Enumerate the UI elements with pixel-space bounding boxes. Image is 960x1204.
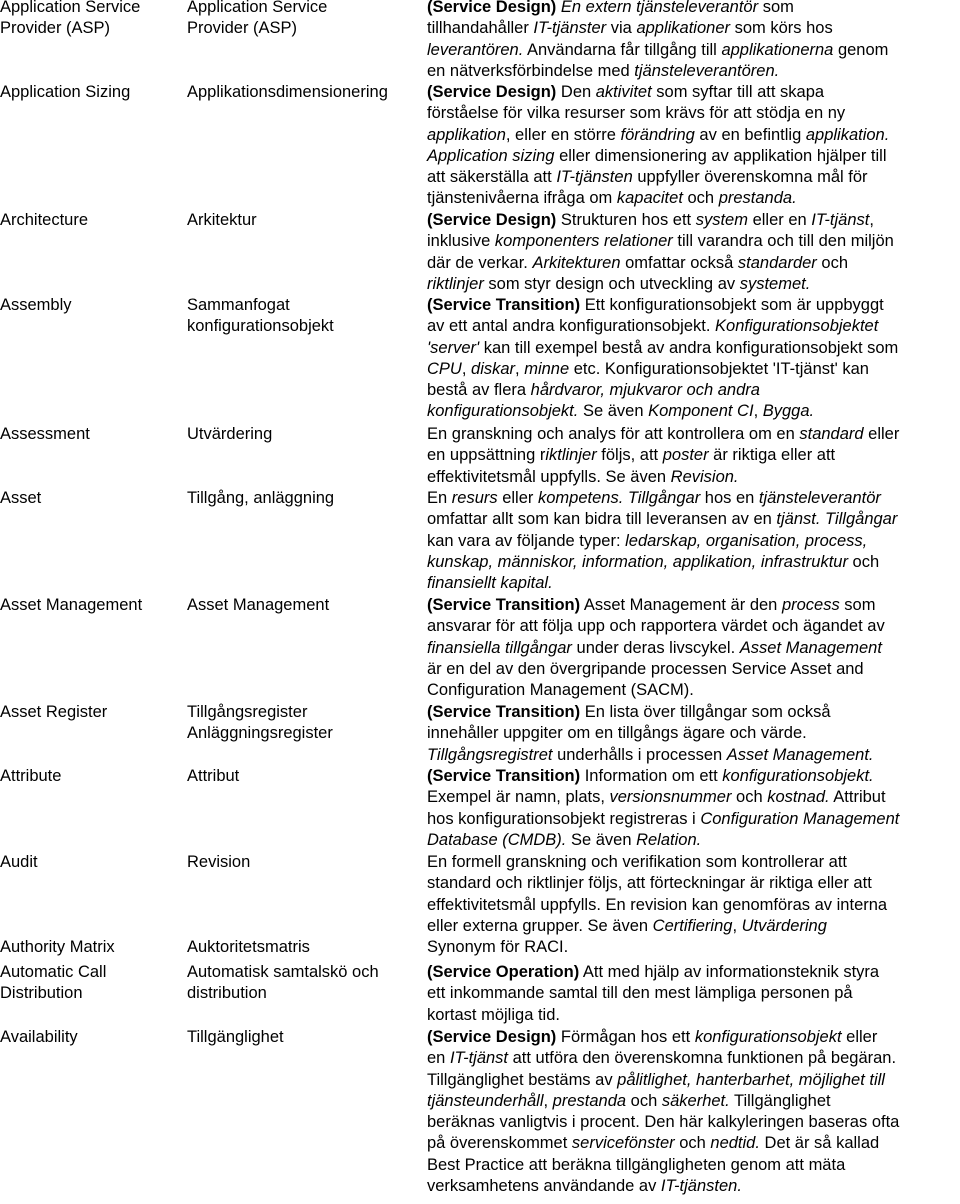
english-term — [0, 488, 180, 509]
definition-text: och — [626, 1091, 662, 1110]
english-term — [0, 962, 180, 1005]
definition-text: Se även — [578, 402, 649, 421]
emphasized-term: iktlinjer — [545, 446, 597, 465]
definition-text: är en del av den övergripande processen Service Asset and — [427, 659, 864, 678]
definition-text: kortast möjliga tid. — [427, 1005, 560, 1024]
definition-text: under deras livscykel. — [571, 638, 740, 657]
definition-line — [427, 595, 960, 616]
definition-text: eller externa grupper. Se även — [427, 916, 653, 935]
emphasized-term: tjänsteunderhåll — [427, 1091, 544, 1110]
definition — [427, 852, 960, 937]
swedish-term — [187, 962, 422, 1005]
book-label: (Service Design) — [427, 0, 557, 16]
definition-line — [427, 380, 960, 401]
definition-text: som styr design och utveckling av — [483, 274, 740, 293]
book-label: (Service Design) — [427, 1028, 557, 1046]
definition-text: , — [869, 211, 874, 229]
definition-line — [427, 745, 960, 766]
definition-text: En lista över tillgångar som också — [580, 703, 831, 721]
swedish-term — [187, 852, 422, 873]
definition — [427, 937, 960, 958]
definition-line — [427, 167, 960, 188]
definition-text: tjänstenivåerna ifråga om — [427, 189, 617, 208]
definition-text: , — [515, 359, 525, 378]
definition-text: Tillgänglighet — [729, 1091, 831, 1110]
english-term-line: Asset Management — [0, 596, 143, 614]
english-term — [0, 852, 180, 873]
definition-text: Det är så kallad — [759, 1134, 880, 1153]
definition-text: eller dimensionering av applikation hjälper till — [554, 146, 887, 165]
definition-line — [427, 1112, 960, 1133]
emphasized-term: konfigurationsobjekt. — [722, 767, 874, 785]
emphasized-term: applikation — [427, 125, 506, 144]
definition-line — [427, 103, 960, 124]
definition-text: av ett antal andra konfigurationsobjekt. — [427, 317, 716, 336]
book-label: (Service Operation) — [427, 963, 580, 981]
emphasized-term: Arkitekturen — [532, 253, 621, 272]
definition-line — [427, 723, 960, 744]
definition-text: och — [731, 788, 768, 807]
definition-line — [427, 1070, 960, 1091]
swedish-term — [187, 0, 422, 40]
definition-line — [427, 680, 960, 701]
definition-text: Ett konfigurationsobjekt som är uppbyggt — [580, 296, 884, 314]
definition-text: Strukturen hos ett — [556, 211, 696, 229]
definition-text: kan vara av följande typer: — [427, 531, 626, 550]
emphasized-term: Asset Management — [739, 638, 882, 657]
definition-line — [427, 61, 960, 82]
definition-text: Configuration Management (SACM). — [427, 681, 694, 700]
emphasized-term: CPU — [427, 359, 462, 378]
emphasized-term: Tillgångar — [627, 489, 701, 507]
definition-text: , eller en större — [505, 125, 621, 144]
definition-text: ett inkommande samtal till den mest lämpliga personen på — [427, 984, 853, 1003]
emphasized-term: kostnad. — [767, 788, 830, 807]
emphasized-term: tjänsteleverantör — [758, 489, 881, 507]
emphasized-term: minne — [524, 359, 570, 378]
emphasized-term: Utvärdering — [741, 916, 827, 935]
definition-line — [427, 488, 960, 509]
book-label: (Service Transition) — [427, 703, 581, 721]
definition-line — [427, 1176, 960, 1197]
swedish-term-line: distribution — [187, 984, 267, 1003]
emphasized-term: extern tjänsteleverantör — [585, 0, 759, 16]
swedish-term — [187, 488, 422, 509]
definition-text: inklusive — [427, 232, 495, 251]
definition-text: Exempel är namn, plats, — [427, 788, 610, 807]
definition-text: är riktiga eller att — [708, 446, 836, 465]
english-term — [0, 595, 180, 616]
emphasized-term: applikation. — [805, 125, 890, 144]
definition-line — [427, 573, 960, 594]
definition-text: bestå av flera — [427, 381, 531, 400]
definition-text: , — [543, 1091, 553, 1110]
definition-text: som körs hos — [730, 19, 833, 38]
english-term-line: Provider (ASP) — [0, 19, 111, 38]
swedish-term-line: Auktoritetsmatris — [187, 938, 310, 956]
definition-line — [427, 0, 960, 18]
emphasized-term: standarder — [737, 253, 817, 272]
book-label: (Service Design) — [427, 211, 557, 229]
definition-line — [427, 125, 960, 146]
definition-line — [427, 295, 960, 316]
definition-text: verksamhetens användande av — [427, 1177, 661, 1196]
definition-text: eller en — [747, 211, 812, 229]
english-term — [0, 295, 180, 316]
english-term-line: Asset — [0, 489, 42, 507]
emphasized-term: Tillgångsregistret — [427, 745, 553, 764]
definition-line — [427, 18, 960, 39]
definition-text: Synonym för RACI. — [427, 938, 569, 956]
definition-line — [427, 638, 960, 659]
english-term-line: Asset Register — [0, 703, 108, 721]
definition-line — [427, 146, 960, 167]
definition-text: och — [847, 552, 880, 571]
definition — [427, 488, 960, 594]
definition — [427, 766, 960, 851]
definition-text: som — [839, 596, 876, 614]
definition-text: Förmågan hos ett — [556, 1028, 695, 1046]
swedish-term — [187, 937, 422, 958]
emphasized-term: diskar — [471, 359, 516, 378]
swedish-term — [187, 595, 422, 616]
swedish-term-line: Automatisk samtalskö och — [187, 963, 379, 981]
definition — [427, 962, 960, 1026]
definition — [427, 210, 960, 295]
emphasized-term: applikationer — [636, 19, 730, 38]
english-term-line: Architecture — [0, 211, 89, 229]
definition-text: eller — [841, 1028, 878, 1046]
swedish-term — [187, 766, 422, 787]
emphasized-term: kompetens. — [537, 489, 624, 507]
emphasized-term: 'server' — [427, 338, 480, 357]
english-term — [0, 82, 180, 103]
swedish-term-line: Application Service — [187, 0, 328, 16]
emphasized-term: system — [695, 211, 748, 229]
swedish-term — [187, 295, 422, 338]
definition — [427, 1027, 960, 1197]
emphasized-term: leverantören. — [427, 40, 524, 59]
definition-line — [427, 616, 960, 637]
emphasized-term: Revision. — [670, 467, 739, 486]
swedish-term-line: Provider (ASP) — [187, 19, 298, 38]
definition-line — [427, 983, 960, 1004]
emphasized-term: pålitlighet, hanterbarhet, möjlighet till — [617, 1070, 885, 1089]
book-label: (Service Transition) — [427, 596, 581, 614]
emphasized-term: tjänsteleverantören. — [634, 61, 780, 80]
swedish-term-line: Anläggningsregister — [187, 724, 333, 743]
definition-line — [427, 338, 960, 359]
definition-line — [427, 316, 960, 337]
swedish-term-line: Asset Management — [187, 596, 330, 614]
english-term-line: Attribute — [0, 767, 62, 785]
definition-text: som — [758, 0, 794, 16]
definition-text: beräknas vanligtvis i procent. Den här kalkyleringen baseras ofta — [427, 1113, 900, 1132]
emphasized-term: Tillgångar — [825, 510, 898, 529]
definition-text: omfattar allt som kan bidra till leveransen av en — [427, 510, 777, 529]
definition-text: av en befintlig — [694, 125, 806, 144]
swedish-term-line: Attribut — [187, 767, 240, 785]
emphasized-term: process — [781, 596, 840, 614]
definition — [427, 595, 960, 701]
definition-text: Attribut — [829, 788, 886, 807]
english-term — [0, 210, 180, 231]
definition-line — [427, 809, 960, 830]
definition-text: som syftar till att skapa — [651, 83, 825, 101]
emphasized-term: konfigurationsobjekt. — [427, 402, 579, 421]
definition-line — [427, 467, 960, 488]
emphasized-term: IT-tjänsten. — [660, 1177, 742, 1196]
english-term-line: Distribution — [0, 984, 83, 1003]
definition-text: hos en — [700, 489, 759, 507]
swedish-term-line: Applikationsdimensionering — [187, 83, 388, 101]
definition-text: Se även — [566, 830, 637, 849]
definition-text: en uppsättning r — [427, 446, 546, 465]
definition-text: att säkerställa att — [427, 168, 557, 187]
emphasized-term: kapacitet — [616, 189, 683, 208]
emphasized-term: förändring — [620, 125, 695, 144]
emphasized-term: hårdvaror, mjukvaror och andra — [530, 381, 760, 400]
definition-text: Asset Management är den — [580, 596, 782, 614]
definition-text: Att med hjälp av informationsteknik styra — [579, 963, 880, 981]
definition-line — [427, 82, 960, 103]
emphasized-term: Konfigurationsobjektet — [715, 317, 879, 336]
emphasized-term: IT-tjänster — [533, 19, 607, 38]
english-term — [0, 937, 180, 958]
swedish-term — [187, 1027, 422, 1048]
definition-line — [427, 1005, 960, 1026]
definition-text: , — [753, 402, 763, 421]
definition-text: och — [674, 1134, 711, 1153]
definition-line — [427, 445, 960, 466]
english-term — [0, 424, 180, 445]
definition-line — [427, 659, 960, 680]
definition-text: innehåller uppgiter om en tillgångs ägare och värde. — [427, 724, 807, 743]
definition-line — [427, 1027, 960, 1048]
english-term-line: Audit — [0, 853, 38, 871]
definition-text: Användarna får tillgång till — [523, 40, 722, 59]
emphasized-term: standard — [799, 425, 864, 443]
definition-text: tillhandahåller — [427, 19, 534, 38]
emphasized-term: finansiella tillgångar — [427, 638, 572, 657]
swedish-term-line: Sammanfogat — [187, 296, 290, 314]
swedish-term — [187, 702, 422, 745]
definition-text: genom — [833, 40, 889, 59]
english-term-line: Authority Matrix — [0, 938, 115, 956]
emphasized-term: aktivitet — [595, 83, 652, 101]
definition-line — [427, 916, 960, 937]
swedish-term-line: Tillgångsregister — [187, 703, 308, 721]
definition-line — [427, 552, 960, 573]
definition-line — [427, 359, 960, 380]
definition-text: via — [606, 19, 637, 38]
definition-line — [427, 1048, 960, 1069]
definition-line — [427, 40, 960, 61]
swedish-term-line: Tillgång, anläggning — [187, 489, 335, 507]
swedish-term-line: Tillgänglighet — [187, 1028, 284, 1046]
definition-text: att utföra den överenskomna funktionen på begäran. — [508, 1049, 897, 1068]
definition-text: kan till exempel bestå av andra konfigurationsobjekt som — [479, 338, 899, 357]
definition-line — [427, 937, 960, 958]
definition-text: ansvarar för att följa upp och rapportera värdet och ägandet av — [427, 617, 885, 636]
definition-text: förståelse för vilka resurser som krävs för att stödja en ny — [427, 104, 846, 123]
definition-line — [427, 852, 960, 873]
definition-line — [427, 962, 960, 983]
definition-text: hos konfigurationsobjekt registreras i — [427, 809, 701, 828]
definition-text: effektivitetsmål uppfylls. En revision kan genomföras av interna — [427, 895, 888, 914]
definition-line — [427, 1155, 960, 1176]
english-term-line: Assembly — [0, 296, 72, 314]
english-term-line: Automatic Call — [0, 963, 107, 981]
emphasized-term: Bygga. — [762, 402, 815, 421]
definition-text: Information om ett — [580, 767, 723, 785]
emphasized-term: applikationerna — [721, 40, 834, 59]
definition-line — [427, 895, 960, 916]
definition-line — [427, 253, 960, 274]
emphasized-term: Komponent CI — [648, 402, 754, 421]
english-term — [0, 0, 180, 40]
swedish-term — [187, 82, 422, 103]
emphasized-term: komponenters relationer — [494, 232, 673, 251]
emphasized-term: systemet. — [739, 274, 811, 293]
english-term-line: Application Sizing — [0, 83, 131, 101]
definition-line — [427, 787, 960, 808]
swedish-term-line: Arkitektur — [187, 211, 257, 229]
definition-text: och — [682, 189, 719, 208]
emphasized-term: finansiellt kapital. — [427, 574, 553, 593]
emphasized-term: prestanda. — [718, 189, 797, 208]
definition-text: och — [816, 253, 848, 272]
definition — [427, 82, 960, 210]
emphasized-term: prestanda — [552, 1091, 627, 1110]
definition-text: eller — [863, 425, 900, 443]
emphasized-term: IT-tjänsten — [556, 168, 633, 187]
emphasized-term: nedtid. — [710, 1134, 760, 1153]
definition — [427, 424, 960, 488]
definition-line — [427, 1091, 960, 1112]
definition-line — [427, 531, 960, 552]
definition — [427, 295, 960, 423]
emphasized-term: resurs — [451, 489, 498, 507]
definition-text: standard och riktlinjer följs, att förteckningar är riktiga eller att — [427, 874, 872, 893]
definition-line — [427, 509, 960, 530]
definition-line — [427, 702, 960, 723]
definition-line — [427, 766, 960, 787]
definition-text: En formell granskning och verifikation som kontrollerar att — [427, 853, 848, 871]
definition-text: en nätverksförbindelse med — [427, 61, 635, 80]
emphasized-term: riktlinjer — [427, 274, 484, 293]
emphasized-term: tjänst. — [776, 510, 821, 529]
definition-text: Tillgänglighet bestäms av — [427, 1070, 618, 1089]
definition-text: till varandra och till den miljön — [672, 232, 894, 251]
definition-text: där de verkar. — [427, 253, 533, 272]
definition-text: eller — [497, 489, 538, 507]
emphasized-term: Relation. — [636, 830, 702, 849]
definition-text: Den — [556, 83, 596, 101]
definition-line — [427, 231, 960, 252]
emphasized-term: ledarskap, organisation, process, — [625, 531, 868, 550]
emphasized-term: Configuration Management — [700, 809, 900, 828]
book-label: (Service Design) — [427, 83, 557, 101]
definition — [427, 0, 960, 82]
emphasized-term: Certifiering — [652, 916, 733, 935]
definition-text: etc. Konfigurationsobjektet 'IT-tjänst' kan — [569, 359, 869, 378]
english-term — [0, 766, 180, 787]
emphasized-term: Database (CMDB). — [427, 830, 567, 849]
definition-text: Best Practice att beräkna tillgängligheten genom att mäta — [427, 1155, 846, 1174]
definition-text: , — [461, 359, 472, 378]
definition-text: omfattar också — [620, 253, 738, 272]
swedish-term — [187, 424, 422, 445]
emphasized-term: kunskap, människor, information, applikation, infrastruktur — [427, 552, 848, 571]
definition-line — [427, 210, 960, 231]
emphasized-term: En — [556, 0, 586, 16]
definition-line — [427, 274, 960, 295]
english-term-line: Availability — [0, 1028, 78, 1046]
definition-text: på överenskommet — [427, 1134, 572, 1153]
swedish-term-line: Revision — [187, 853, 251, 871]
emphasized-term: poster — [662, 446, 709, 465]
definition-line — [427, 830, 960, 851]
definition-line — [427, 1133, 960, 1154]
definition-text: effektivitetsmål uppfylls. Se även — [427, 467, 671, 486]
book-label: (Service Transition) — [427, 296, 581, 314]
definition-text: underhålls i processen — [552, 745, 727, 764]
definition-text: en — [427, 1049, 450, 1068]
swedish-term-line: konfigurationsobjekt — [187, 317, 334, 336]
emphasized-term: versionsnummer — [609, 788, 732, 807]
definition-line — [427, 401, 960, 422]
emphasized-term: Asset Management. — [726, 745, 874, 764]
definition-text: , — [732, 916, 742, 935]
emphasized-term: konfigurationsobjekt — [694, 1028, 842, 1046]
definition-text: följs, att — [596, 446, 663, 465]
definition-line — [427, 424, 960, 445]
english-term-line: Assessment — [0, 425, 90, 443]
definition-line — [427, 188, 960, 209]
swedish-term-line: Utvärdering — [187, 425, 273, 443]
english-term — [0, 1027, 180, 1048]
english-term-line: Application Service — [0, 0, 141, 16]
emphasized-term: Application sizing — [427, 146, 555, 165]
definition-text: En granskning och analys för att kontrollera om en — [427, 425, 800, 443]
book-label: (Service Transition) — [427, 767, 581, 785]
definition — [427, 702, 960, 766]
swedish-term — [187, 210, 422, 231]
emphasized-term: servicefönster — [571, 1134, 675, 1153]
emphasized-term: IT-tjänst — [449, 1049, 509, 1068]
definition-text: En — [427, 489, 452, 507]
definition-text: uppfyller överenskomna mål för — [632, 168, 868, 187]
english-term — [0, 702, 180, 723]
definition-line — [427, 873, 960, 894]
emphasized-term: IT-tjänst — [811, 211, 870, 229]
emphasized-term: säkerhet. — [661, 1091, 730, 1110]
